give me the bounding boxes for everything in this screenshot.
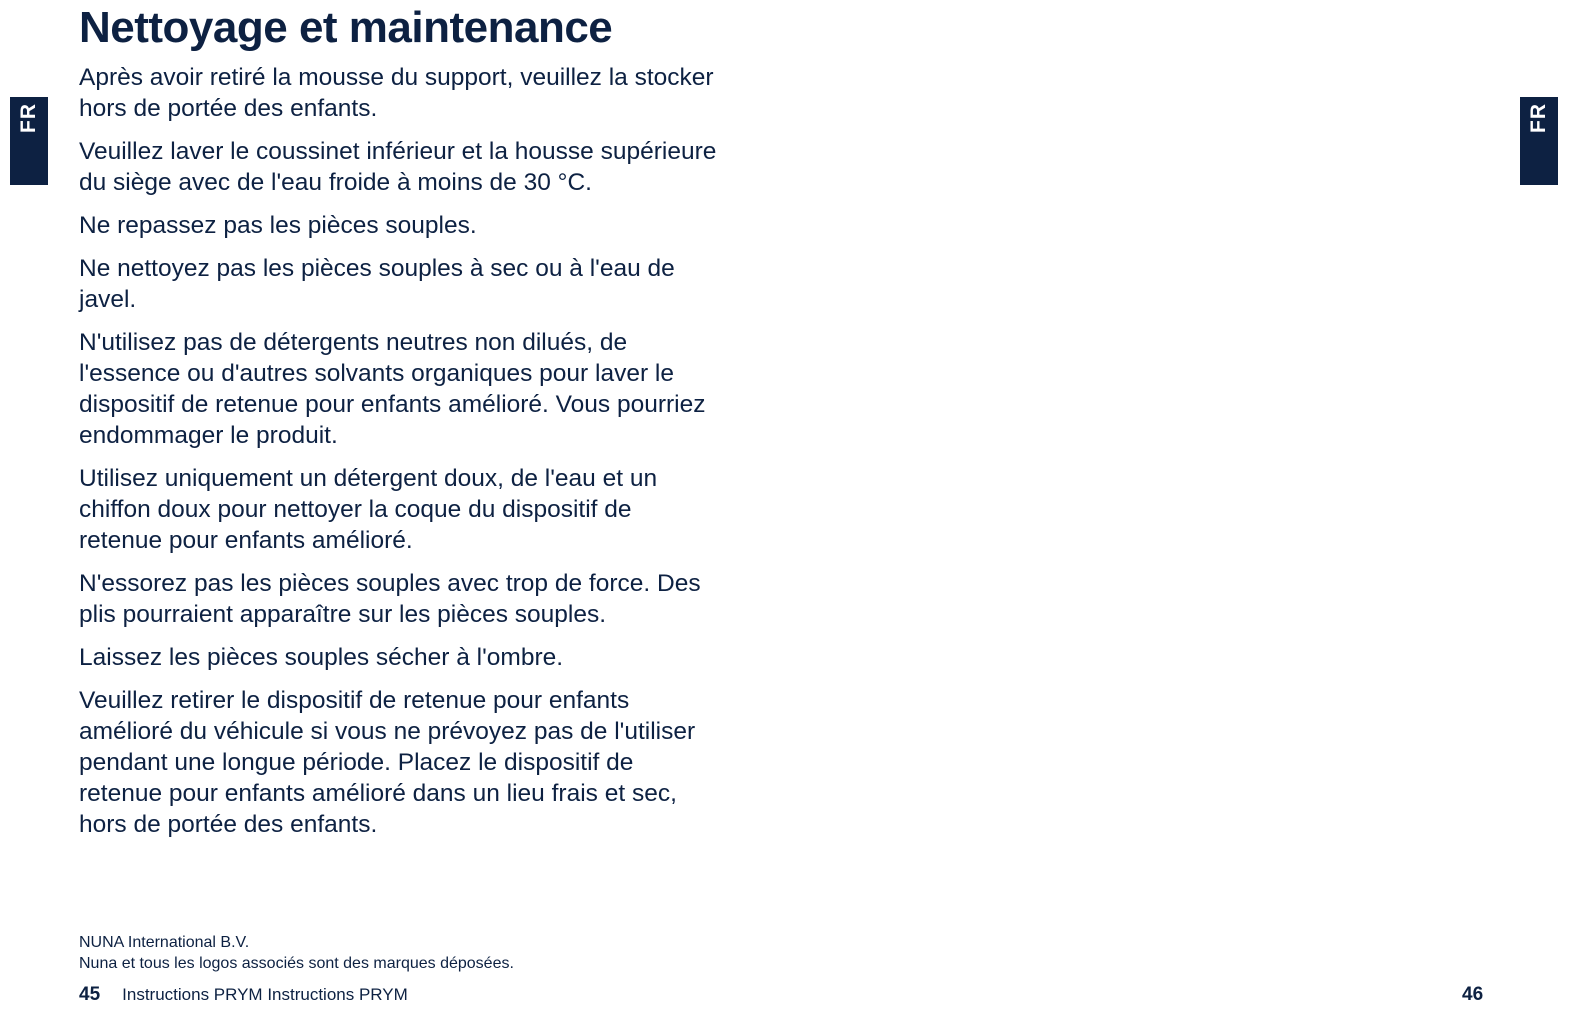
left-page-number: 45 <box>79 984 101 1005</box>
right-page-number: 46 <box>1462 984 1484 1005</box>
paragraph: N'essorez pas les pièces souples avec trop de force. Des plis pourraient apparaître sur les pièces souples. <box>79 570 701 628</box>
page-title: Nettoyage et maintenance <box>79 3 613 52</box>
language-tab-label: FR <box>17 103 40 133</box>
language-tab-left <box>10 97 48 185</box>
paragraph: Après avoir retiré la mousse du support, veuillez la stocker hors de portée des enfants. <box>79 64 714 122</box>
paragraph: Ne repassez pas les pièces souples. <box>79 212 477 239</box>
instruction-list <box>79 62 719 840</box>
paragraph: Utilisez uniquement un détergent doux, de l'eau et un chiffon doux pour nettoyer la coque du dispositif de retenue pour enfants amélioré. <box>79 465 658 554</box>
document-title: Instructions PRYM Instructions PRYM <box>122 985 408 1004</box>
paragraph: Veuillez laver le coussinet inférieur et la housse supérieure du siège avec de l'eau froide à moins de 30 °C. <box>79 138 717 196</box>
footer-company-info <box>79 932 514 974</box>
company-name: NUNA International B.V. <box>79 934 250 951</box>
paragraph: Veuillez retirer le dispositif de retenue pour enfants amélioré du véhicule si vous ne prévoyez pas de l'utiliser pendant une longue période. Placez le dispositif de retenue pour enfants amélioré dans un lieu frais et sec, hors de portée des enfants. <box>79 687 696 838</box>
main-content <box>79 0 719 852</box>
paragraph: N'utilisez pas de détergents neutres non dilués, de l'essence ou d'autres solvants organiques pour laver le dispositif de retenue pour enfants amélioré. Vous pourriez endommager le produit. <box>79 329 706 449</box>
footer-left <box>79 984 408 1006</box>
paragraph: Laissez les pièces souples sécher à l'ombre. <box>79 644 564 671</box>
trademark-notice: Nuna et tous les logos associés sont des marques déposées. <box>79 955 514 972</box>
paragraph: Ne nettoyez pas les pièces souples à sec ou à l'eau de javel. <box>79 255 675 313</box>
language-tab-right <box>1520 97 1558 185</box>
language-tab-label: FR <box>1527 103 1550 133</box>
